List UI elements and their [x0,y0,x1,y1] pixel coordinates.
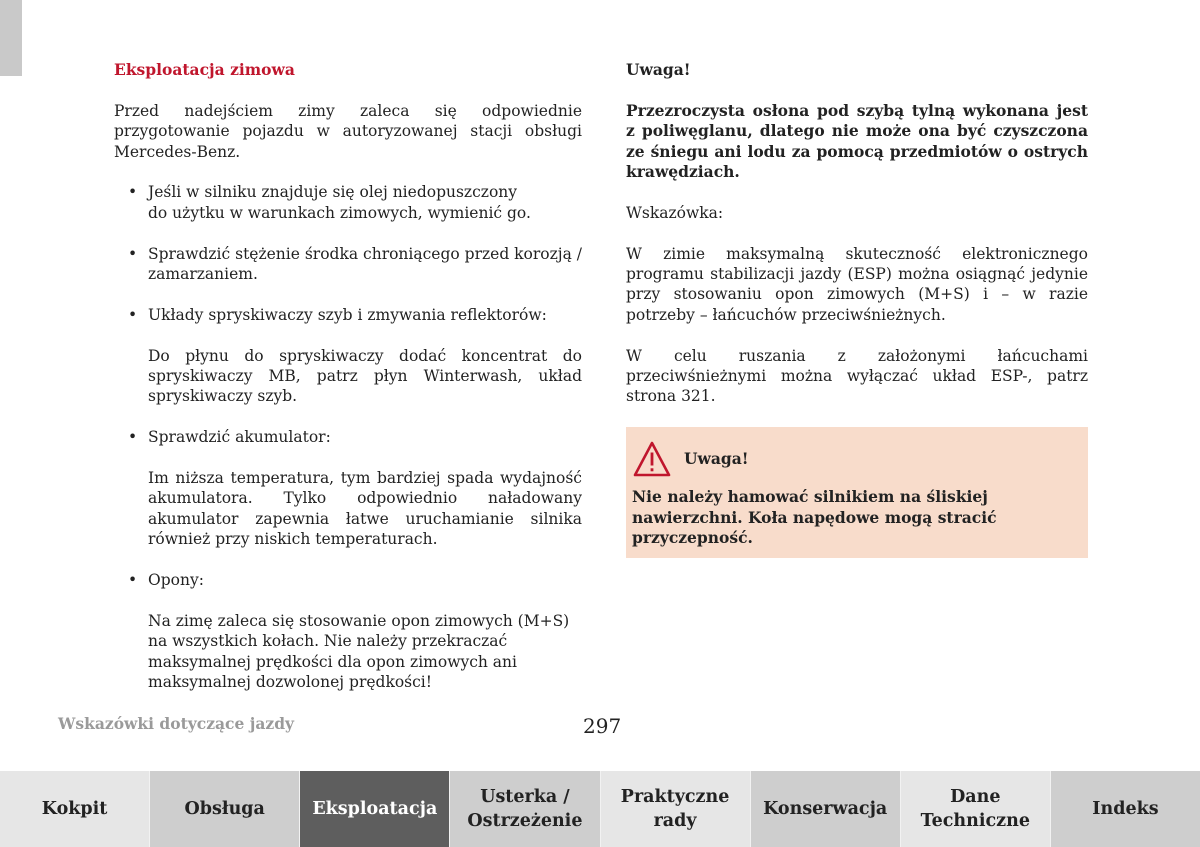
bullet-text: Opony: [148,571,204,590]
section-title: Eksploatacja zimowa [114,60,295,79]
tab-eksploatacja[interactable]: Eksploatacja [300,771,450,847]
warning-triangle-icon [632,440,672,478]
hint-paragraph-2: W celu ruszania z założonymi łańcuchami przeciwśnieżnymi można wyłączać układ ESP-, patrz strona 321. [626,346,1088,406]
hint-heading: Wskazówka: [626,203,724,222]
bullet-detail-battery: Im niższa temperatura, tym bardziej spada wydajność akumulatora. Tylko odpowiednio naładowany akumulator zapewnia łatwe uruchamianie silnika również przy niskich temperaturach. [148,469,582,549]
bullet-item-oil [114,182,582,223]
tab-konserwacja[interactable]: Konserwacja [751,771,901,847]
intro-paragraph: Przed nadejściem zimy zaleca się odpowiednie przygotowanie pojazdu w autoryzowanej stacji obsługi Mercedes-Benz. [114,101,582,161]
footer-section-label: Wskazówki dotyczące jazdy [58,714,295,733]
chapter-tab-bar [0,771,1200,847]
tab-indeks[interactable]: Indeks [1051,771,1200,847]
bullet-item-coolant [114,244,582,285]
page-number: 297 [583,714,622,738]
bullet-text: Jeśli w silniku znajduje się olej niedopuszczony do użytku w warunkach zimowych, wymienić go. [148,183,531,222]
warning-header [632,439,1080,479]
bullet-dot: • [128,244,138,263]
page-corner-marker [0,0,22,76]
bullet-item-tyres [114,570,582,590]
tab-usterka-ostrzezenie[interactable]: Usterka / Ostrzeżenie [450,771,600,847]
bullet-detail-washers: Do płynu do spryskiwaczy dodać koncentrat do spryskiwaczy MB, patrz płyn Winterwash, układ spryskiwaczy szyb. [148,346,582,406]
bullet-detail-tyres: Na zimę zaleca się stosowanie opon zimowych (M+S) na wszystkich kołach. Nie należy przekraczać maksymalnej prędkości dla opon zimowych ani maksymalnej dozwolonej prędkości! [148,611,570,692]
note-heading: Uwaga! [626,60,691,79]
bullet-text: Układy spryskiwaczy szyb i zmywania reflektorów: [148,305,547,324]
tab-obsluga[interactable]: Obsługa [150,771,300,847]
right-column [626,60,1088,558]
hint-paragraph-1: W zimie maksymalną skuteczność elektronicznego programu stabilizacji jazdy (ESP) można osiągnąć jedynie przy stosowaniu opon zimowych (M+S) i – w razie potrzeby – łańcuchów przeciwśnieżnych. [626,244,1088,324]
warning-text: Nie należy hamować silnikiem na śliskiej nawierzchni. Koła napędowe mogą stracić przyczepność. [632,487,997,548]
tab-kokpit[interactable]: Kokpit [0,771,150,847]
bullet-item-battery [114,427,582,447]
bullet-text: Sprawdzić akumulator: [148,428,331,447]
bullet-dot: • [128,305,138,324]
bullet-dot: • [128,183,138,202]
tab-dane-techniczne[interactable]: Dane Techniczne [901,771,1051,847]
left-column [114,60,582,713]
bullet-dot: • [128,428,138,447]
note-text: Przezroczysta osłona pod szybą tylną wykonana jest z poliwęglanu, dlatego nie może ona być czyszczona ze śniegu ani lodu za pomocą przedmiotów o ostrych krawędziach. [626,100,1088,182]
bullet-text: Sprawdzić stężenie środka chroniącego przed korozją / zamarzaniem. [148,244,582,284]
bullet-dot: • [128,571,138,590]
warning-title: Uwaga! [684,449,749,469]
warning-box [626,427,1088,558]
bullet-item-washers [114,305,582,325]
tab-praktyczne-rady[interactable]: Praktyczne rady [601,771,751,847]
